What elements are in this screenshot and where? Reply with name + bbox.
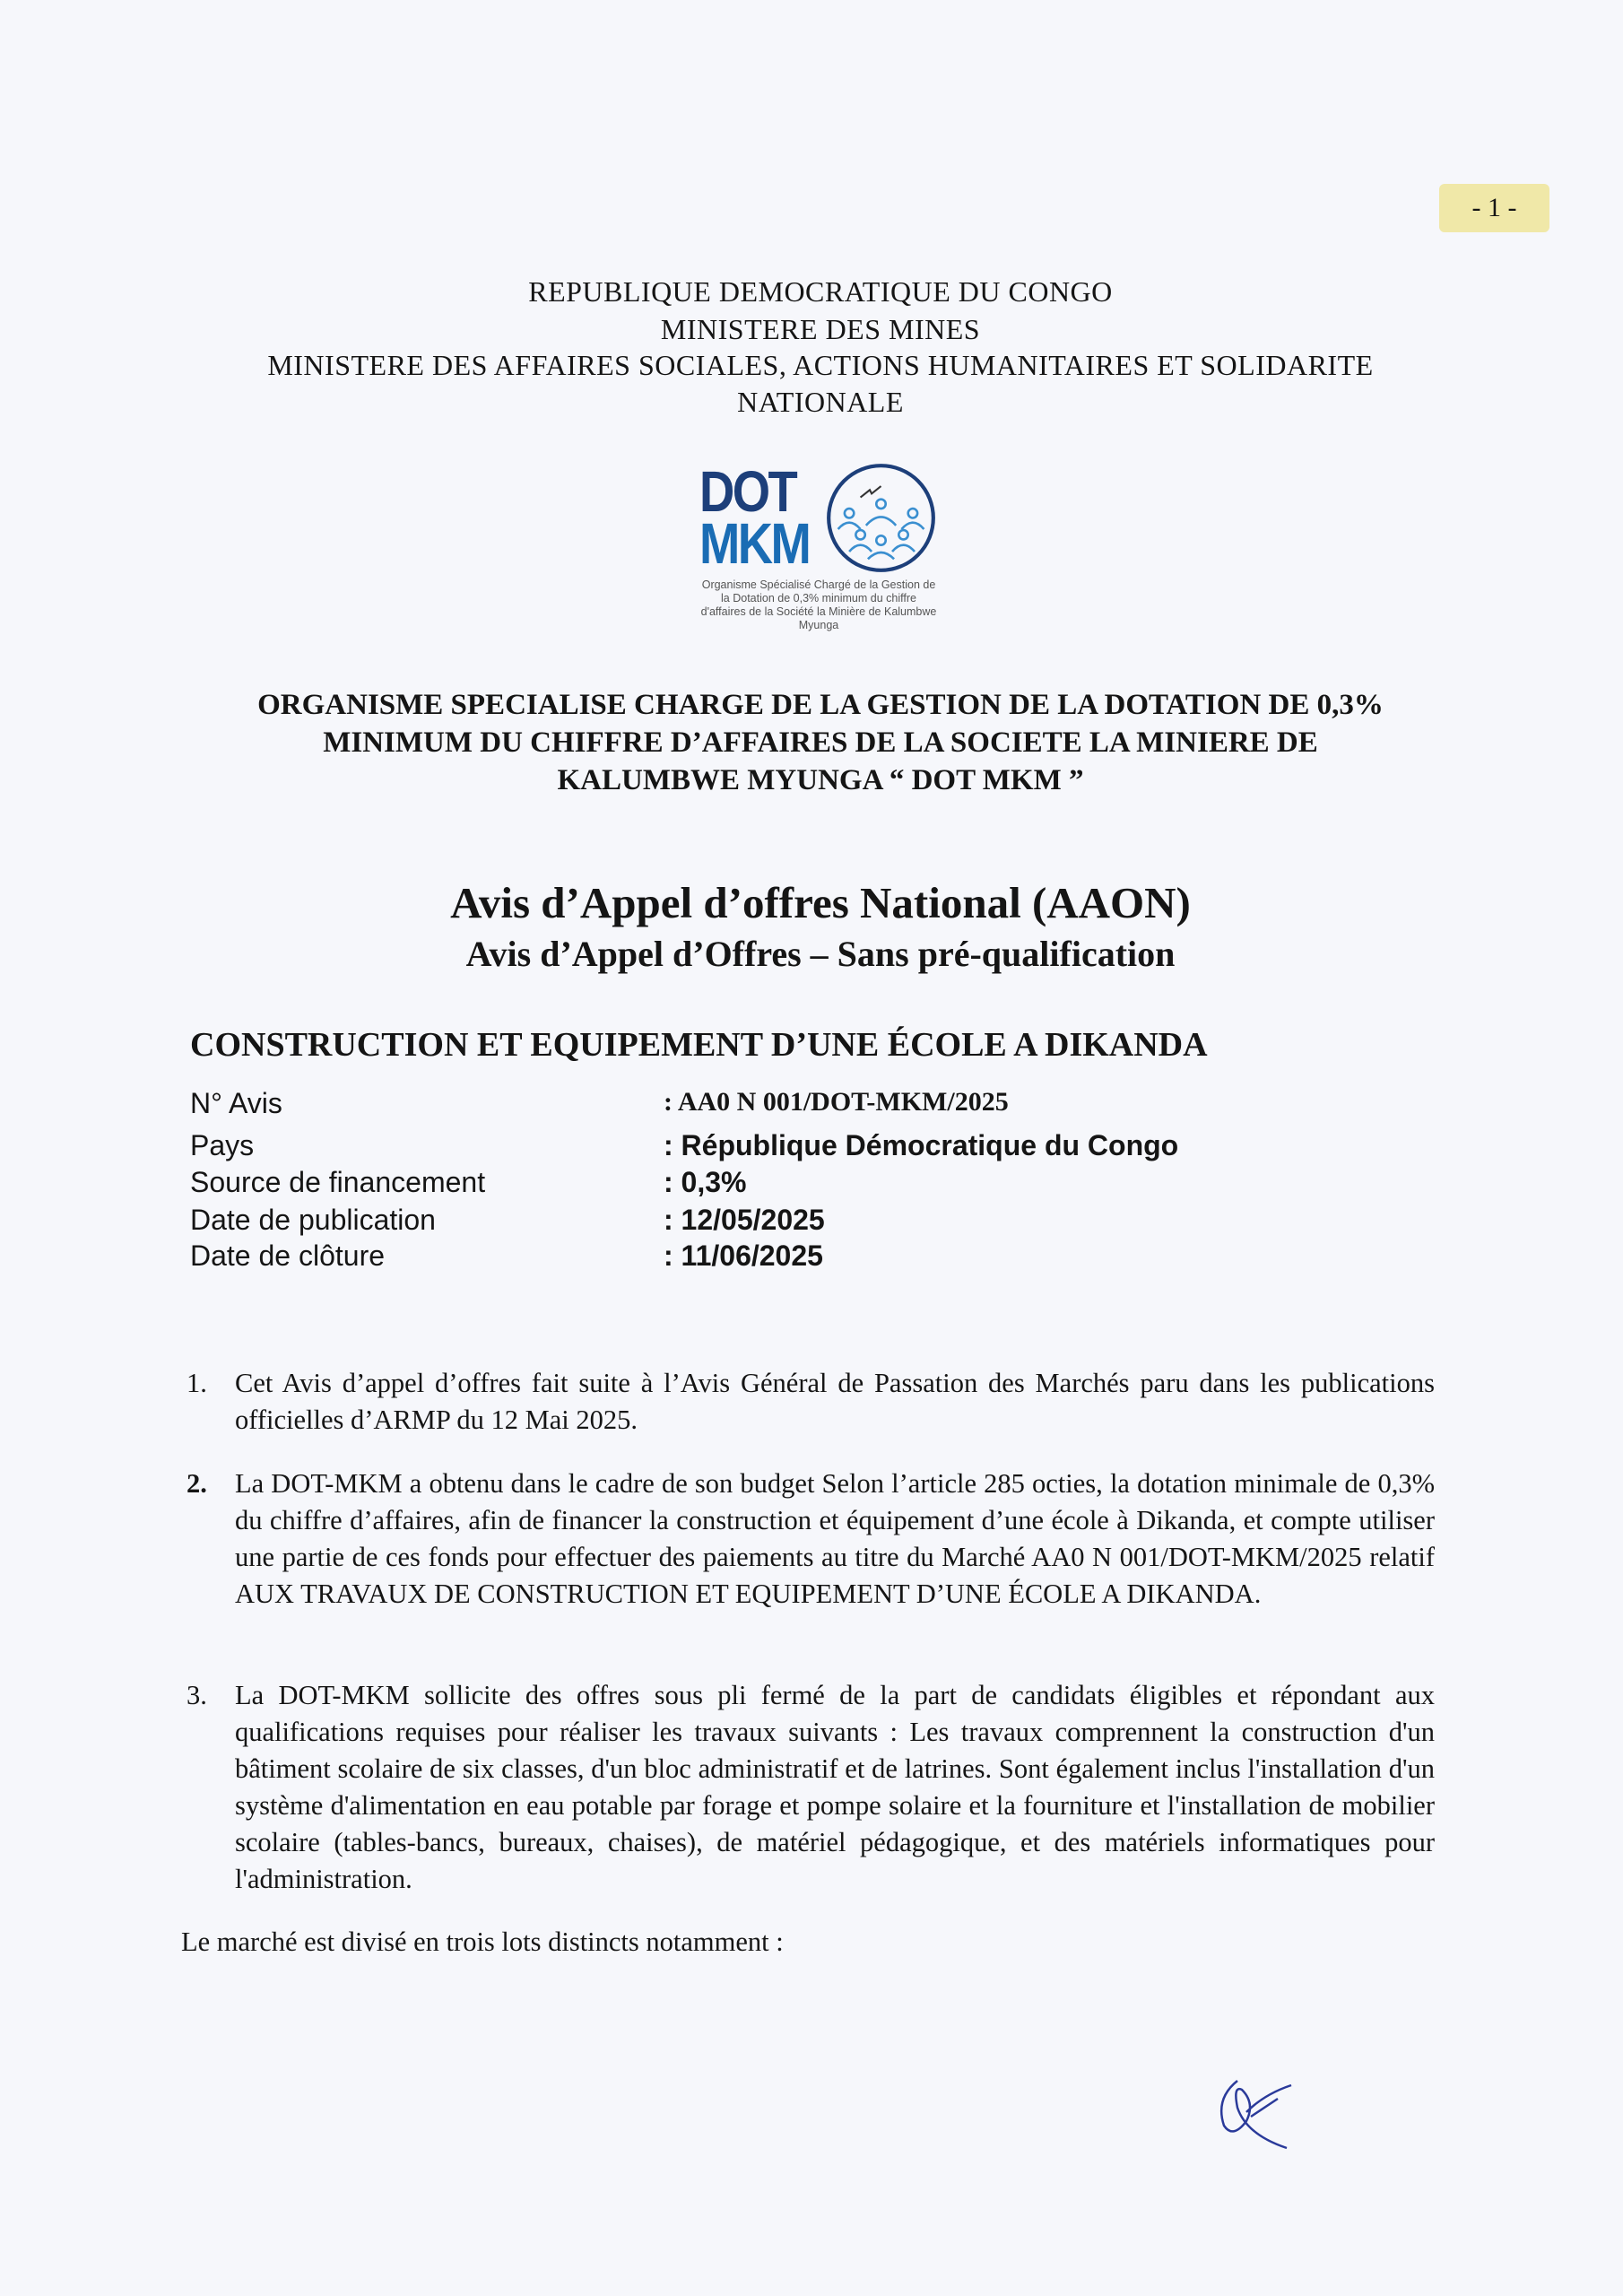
paragraph-number: 2. [187,1468,207,1499]
logo-text-dot: DOT [699,459,796,524]
detail-value: : AA0 N 001/DOT-MKM/2025 [664,1087,1009,1117]
dot-mkm-logo [699,459,937,650]
detail-label: Pays [190,1129,255,1161]
paragraph-number: 1. [187,1368,207,1398]
header-ministry-social-cont: NATIONALE [737,386,904,418]
paragraph-3 [187,1677,1435,1898]
organisme-line: ORGANISME SPECIALISE CHARGE DE LA GESTION DE LA DOTATION DE 0,3% [257,689,1384,721]
closing-text: Le marché est divisé en trois lots distincts notamment : [181,1926,784,1957]
organisme-title [135,686,1506,799]
header-ministry-mines: MINISTERE DES MINES [660,313,981,345]
detail-value: : République Démocratique du Congo [664,1129,1179,1161]
detail-row-financement [190,1166,747,1199]
detail-value: : 12/05/2025 [664,1204,825,1236]
paragraph-text: La DOT-MKM sollicite des offres sous pli fermé de la part de candidats éligibles et répondant aux qualifications requises pour réaliser les travaux suivants : Les travaux comprennent la construction d'un bâtiment scolaire de six classes, d'un bloc administratif et de latrines. Sont également inclus l'installation d'un système d'alimentation en eau potable par forage et pompe solaire et la fourniture et l'installation de mobilier scolaire (tables-bancs, bureaux, chaises), de matériel pédagogique, et des matériels informatiques pour l'administration. [235,1680,1435,1894]
notice-subtitle: Avis d’Appel d’Offres – Sans pré-qualification [465,934,1176,974]
paragraph-1 [187,1365,1435,1439]
detail-label: Source de financement [190,1166,486,1198]
signature [1211,2063,1300,2152]
paragraph-text: La DOT-MKM a obtenu dans le cadre de son budget Selon l’article 285 octies, la dotation minimale de 0,3% du chiffre d’affaires, afin de financer la construction et équipement d’une école à Dikanda, et compte utiliser une partie de ces fonds pour effectuer des paiements au titre du Marché AA0 N 001/DOT-MKM/2025 relatif AUX TRAVAUX DE CONSTRUCTION ET EQUIPEMENT D’UNE ÉCOLE A DIKANDA. [235,1468,1435,1609]
detail-value: : 11/06/2025 [664,1239,823,1272]
detail-label: Date de clôture [190,1239,386,1272]
detail-label: N° Avis [190,1087,282,1119]
header-ministry-social: MINISTERE DES AFFAIRES SOCIALES, ACTIONS HUMANITAIRES ET SOLIDARITE [267,349,1374,381]
detail-row-cloture [190,1239,823,1273]
organisme-line: MINIMUM DU CHIFFRE D’AFFAIRES DE LA SOCIETE LA MINIERE DE [323,726,1318,759]
detail-row-avis [190,1087,1009,1120]
paragraph-text: Cet Avis d’appel d’offres fait suite à l’Avis Général de Passation des Marchés paru dans les publications officielles d’ARMP du 12 Mai 2025. [235,1368,1435,1435]
paragraph-number: 3. [187,1680,207,1710]
detail-value: : 0,3% [664,1166,747,1198]
page-number: - 1 - [1439,184,1549,232]
detail-row-publication [190,1204,825,1237]
logo-caption: Organisme Spécialisé Chargé de la Gestion de la Dotation de 0,3% minimum du chiffre d'affaires de la Société la Minière de Kalumbwe Myunga [700,578,937,631]
notice-title: Avis d’Appel d’offres National (AAON) [450,878,1191,927]
logo-text-mkm: MKM [699,511,810,576]
detail-row-pays [190,1129,1179,1162]
people-circle-icon [825,462,937,574]
paragraph-2 [187,1465,1435,1613]
header-country: REPUBLIQUE DEMOCRATIQUE DU CONGO [528,275,1113,308]
organisme-line: KALUMBWE MYUNGA “ DOT MKM ” [557,764,1084,796]
detail-label: Date de publication [190,1204,436,1236]
project-title: CONSTRUCTION ET EQUIPEMENT D’UNE ÉCOLE A DIKANDA [190,1026,1208,1064]
